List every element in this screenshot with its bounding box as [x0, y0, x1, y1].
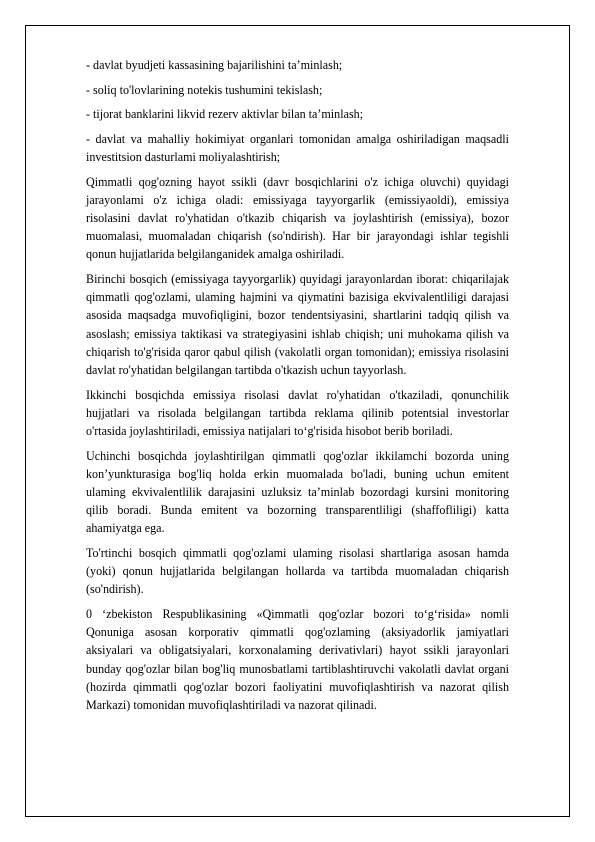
paragraph-stage-two: Ikkinchi bosqichda emissiya risolasi davlat ro'yhatidan o'tkaziladi, qonunchilik hujjatlari va risolada belgilangan tartibda reklama qilinib potentsial investorlar o'rtasida joylashtiriladi, emissiya natijalari to‘g'risida hisobot berib boriladi. [86, 387, 509, 438]
document-body [86, 56, 509, 721]
bullet-tax-leveling: - soliq to'lovlarining notekis tushumini tekislash; [86, 82, 323, 97]
paragraph-stage-three: Uchinchi bosqichda joylashtirilgan qimmatli qog'ozlar ikkilamchi bozorda uning kon’yunkturasiga bog'liq holda erkin muomalada bo'ladi, buning uchun emitent ulaming ekvivalentlilik darajasini uzluksiz ta’minlab bozordagi kursini monitoring qilib boradi. Bunda emitent va bozorning transparentliligi (shaffofliligi) katta ahamiyatga ega. [86, 448, 509, 536]
paragraph-life-cycle: Qimmatli qog'ozning hayot ssikli (davr bosqichlarini o'z ichiga oluvchi) quyidagi jarayonlami o'z ichiga oladi: emissiyaga tayyorgarlik (emissiyaoldi), emissiya risolasini davlat ro'yhatidan o'tkazib chiqarish va joylashtirish (emissiya), bozor muomalasi, muomaladan chiqarish (so'ndirish). Har bir jarayondagi ishlar tegishli qonun hujjatlarida belgilanganidek amalga oshiriladi. [86, 174, 509, 262]
paragraph-stage-one: Birinchi bosqich (emissiyaga tayyorgarlik) quyidagi jarayonlardan iborat: chiqarilajak qimmatli qog'ozlami, ulaming hajmini va qiymatini bazisiga ekvivalentliligi darajasi asosida maqsadga muvofiqligini, bozor tendentsiyasini, shartlarini tadqiq qilish va asoslash; emissiya taktikasi va strategiyasini ishlab chiqish; uni muhokama qilish va chiqarish to'g'risida qaror qabul qilish (vakolatli organ tomonidan); emissiya risolasini davlat ro'yhatidan belgilangan tartibda o'tkazish uchun tayyorlash. [86, 271, 509, 377]
paragraph-law-reference: 0 ‘zbekiston Respublikasining «Qimmatli qog'ozlar bozori to‘g‘risida» nomli Qonuniga asosan korporativ qimmatli qog'ozlaming (aksiyadorlik jamiyatlari aksiyalari va obligatsiyalari, korxonalaming derivativlari) hayot ssikli jarayonlari bunday qog'ozlar bilan bog'liq munosbatlami tartiblashtiruvchi vakolatli davlat organi (hozirda qimmatli qog'ozlar bozori faoliyatini muvofiqlashtirish va nazorat qilish Markazi) tomonidan muvofiqlashtiriladi va nazorat qilinadi. [86, 607, 509, 713]
bullet-investment-programs: - davlat va mahalliy hokimiyat organlari tomonidan amalga oshiriladigan maqsadli investitsion dasturlami moliyalashtirish; [86, 131, 509, 164]
paragraph-stage-four: To'rtinchi bosqich qimmatli qog'ozlami ulaming risolasi shartlariga asosan hamda (yoki) qonun hujjatlarida belgilangan hollarda va tartibda muomaladan chiqarish (so'ndirish). [86, 546, 509, 597]
bullet-budget-cash: - davlat byudjeti kassasining bajarilishini ta’minlash; [86, 58, 343, 72]
bullet-bank-reserves: - tijorat banklarini likvid rezerv aktivlar bilan ta’minlash; [86, 107, 364, 122]
